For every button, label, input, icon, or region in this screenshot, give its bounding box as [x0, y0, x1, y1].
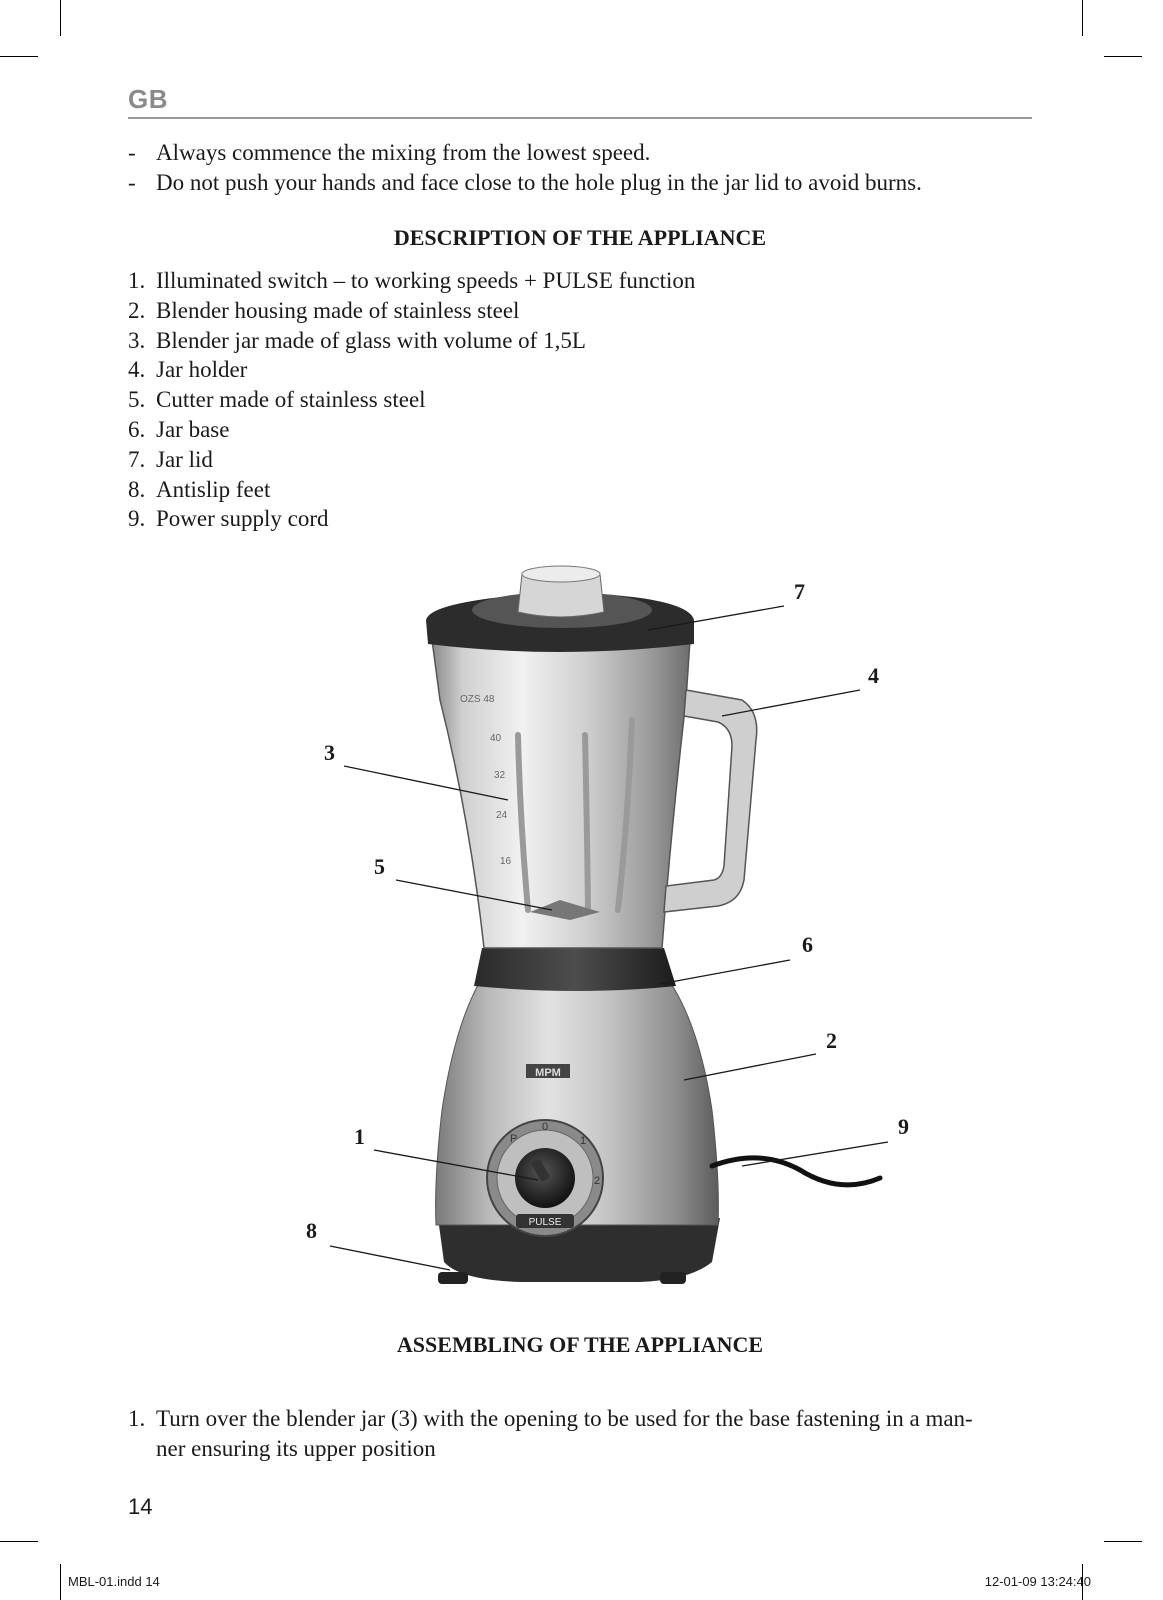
assembling-heading: ASSEMBLING OF THE APPLIANCE: [396, 1332, 764, 1357]
language-code: GB: [128, 84, 168, 114]
bullet-item: - Always commence the mixing from the lowest speed.: [128, 140, 651, 165]
dial-label: 2: [594, 1175, 601, 1187]
svg-text:24: 24: [496, 810, 508, 821]
list-item: 1. Illuminated switch – to working speeds + PULSE function: [128, 268, 696, 293]
callout-9: 9: [898, 1114, 909, 1139]
callout-8: 8: [306, 1218, 317, 1243]
page-number: 14: [128, 1494, 153, 1519]
svg-text:16: 16: [500, 856, 512, 867]
svg-text:40: 40: [490, 733, 502, 744]
list-item: 8. Antislip feet: [128, 476, 271, 502]
foot: [660, 1272, 686, 1284]
dial-label: P: [510, 1133, 518, 1145]
callout-7: 7: [794, 579, 805, 604]
callout-2: 2: [826, 1028, 837, 1053]
dial-label: 0: [542, 1121, 549, 1133]
footer-timestamp: 12-01-09 13:24:40: [984, 1574, 1091, 1589]
brand-label: MPM: [535, 1067, 561, 1079]
bullet-item: - Do not push your hands and face close to the hole plug in the jar lid to avoid burns.: [128, 169, 922, 195]
list-item: 6. Jar base: [128, 416, 230, 442]
footer-file: MBL-01.indd 14: [68, 1574, 160, 1589]
crop-mark: [0, 1541, 38, 1542]
list-item: 2. Blender housing made of stainless steel: [128, 297, 520, 323]
list-item: 3. Blender jar made of glass with volume of 1,5L: [128, 327, 586, 353]
foot: [438, 1272, 468, 1284]
dial-label: 1: [580, 1135, 587, 1147]
speed-dial: [487, 1120, 603, 1236]
list-item: 7. Jar lid: [128, 446, 213, 472]
description-heading: DESCRIPTION OF THE APPLIANCE: [393, 225, 767, 250]
power-cord: [712, 1158, 880, 1185]
list-item: 9. Power supply cord: [128, 506, 329, 532]
crop-mark: [1104, 1541, 1142, 1542]
callout-6: 6: [802, 932, 813, 957]
blender-base: [438, 1218, 720, 1284]
callout-3: 3: [324, 740, 335, 765]
svg-text:OZS 48: OZS 48: [460, 694, 495, 705]
list-item: 5. Cutter made of stainless steel: [128, 387, 426, 413]
assembling-list: [128, 1404, 973, 1464]
list-item-continuation: ner ensuring its upper position: [156, 1435, 436, 1461]
callout-4: 4: [868, 663, 879, 688]
callout-1: 1: [354, 1124, 365, 1149]
list-item: 1. Turn over the blender jar (3) with the opening to be used for the base fastening in a man-: [128, 1406, 973, 1431]
jar-base: [474, 948, 676, 991]
pulse-label: PULSE: [528, 1217, 562, 1228]
callout-5: 5: [374, 854, 385, 879]
svg-text:32: 32: [494, 770, 506, 781]
list-item: 4. Jar holder: [128, 357, 248, 383]
crop-mark: [60, 1564, 61, 1600]
